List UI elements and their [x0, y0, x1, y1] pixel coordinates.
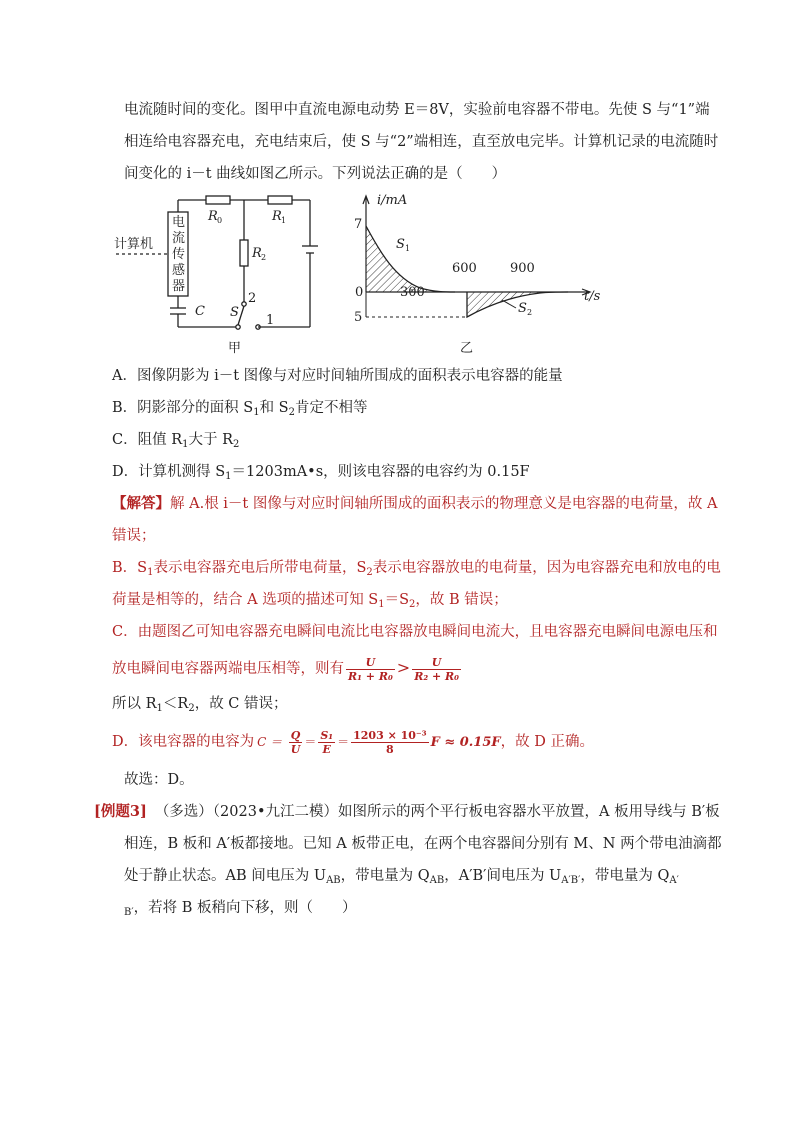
answer-d-line: D．该电容器的电容为 C ＝ $\frac{Q}{U}$ ＝ $\frac{\text{S₁}}{E}$ ＝ $\frac{\text{1203 × 10⁻³}}{8}$ F ≈ 0.15F，故 D 正确。: [112, 728, 594, 756]
sensor-char-2: 流: [172, 231, 186, 246]
x-axis-label: t/s: [584, 289, 601, 304]
tick-x-900: 900: [510, 261, 535, 276]
y-axis-label: i/mA: [377, 193, 408, 208]
sensor-char-3: 传: [172, 247, 186, 262]
answer-a-line-2: 错误；: [112, 528, 156, 544]
answer-b-line-1: B．$S_1$表示电容器充电后所带电荷量，$S_2$表示电容器放电的电荷量，因为电容器充电和放电的电: [112, 560, 721, 578]
option-d: D．计算机测得 $S_1=1203mA•s$，则该电容器的电容约为 0.15F: [112, 464, 530, 482]
r1-label: R: [272, 209, 282, 224]
answer-b-line-2: 荷量是相等的，结合 A 选项的描述可知 $S_1=S_2$，故 B 错误；: [112, 592, 508, 610]
figure-jia-caption: 甲: [228, 341, 242, 356]
capacitor-label: C: [195, 304, 205, 319]
s2-label: S: [518, 301, 527, 316]
example-3-line-2: 相连，B 板和 A′板都接地。已知 A 板带正电，在两个电容器间分别有 M、N 两个带电油滴都: [124, 836, 722, 852]
sensor-char-1: 电: [172, 215, 186, 230]
answer-a-line-1: 【解答】解 A.根 i－t 图像与对应时间轴所围成的面积表示的物理意义是电容器的电荷量，故 A: [112, 495, 718, 512]
fraction-value: $\frac{\text{1203 × 10⁻³}}{8}$: [353, 728, 427, 756]
resistor-r0: [206, 196, 230, 204]
option-b: B．阴影部分的面积 $S_1$和 $S_2$肯定不相等: [112, 400, 368, 418]
tick-y-7: 7: [354, 217, 363, 232]
fraction-u-over-r2-r0: $\frac{U}{\text{R₂ + R₀}}$: [414, 655, 459, 683]
current-time-graph: [350, 190, 620, 358]
tick-x-300: 300: [400, 285, 425, 300]
tick-y-5: 5: [354, 310, 363, 325]
computer-label: 计算机: [114, 237, 154, 252]
example-3-line-1: [例题3] （多选）（2023•九江二模）如图所示的两个平行板电容器水平放置，A 板用导线与 B′板: [94, 803, 720, 820]
r0-sub: 0: [217, 216, 223, 225]
answer-c-line-3: 所以 $R_1<R_2$，故 C 错误；: [112, 696, 288, 714]
final-answer: 故选：D。: [124, 772, 194, 788]
r2-label: R: [252, 246, 262, 261]
s1-sub: 1: [405, 244, 411, 253]
r1-sub: 1: [281, 216, 287, 225]
example-3-line-4: $_{B'}$，若将 B 板稍向下移，则（ ）: [124, 900, 357, 918]
intro-line-3: 间变化的 i－t 曲线如图乙所示。下列说法正确的是（ ）: [124, 166, 507, 182]
switch-pos-1: 1: [266, 313, 275, 328]
answer-c-line-1: C．由题图乙可知电容器充电瞬间电流比电容器放电瞬间电流大，且电容器充电瞬间电源电压和: [112, 624, 718, 640]
fraction-q-over-u: $\frac{Q}{U}$: [290, 728, 301, 756]
intro-line-1: 电流随时间的变化。图甲中直流电源电动势 E＝8V，实验前电容器不带电。先使 S 与“1”端: [124, 102, 710, 118]
switch-label: S: [230, 305, 239, 320]
resistor-r1: [268, 196, 292, 204]
intro-line-2: 相连给电容器充电，充电结束后，使 S 与“2”端相连，直至放电完毕。计算机记录的电流随时: [124, 134, 719, 150]
r0-label: R: [208, 209, 218, 224]
figure-yi-caption: 乙: [460, 341, 474, 356]
sensor-char-5: 器: [172, 279, 186, 294]
answer-c-line-2: 放电瞬间电容器两端电压相等，则有 $\frac{U}{\text{R₁ + R₀}}$ > $\frac{U}{\text{R₂ + R₀}}$: [112, 655, 459, 683]
s2-sub: 2: [527, 308, 533, 317]
option-a: A．图像阴影为 i－t 图像与对应时间轴所围成的面积表示电容器的能量: [112, 368, 563, 384]
origin-label: 0: [355, 285, 364, 300]
switch-pos-2: 2: [248, 291, 257, 306]
tick-x-600: 600: [452, 261, 477, 276]
circuit-diagram: [110, 190, 330, 358]
example-3-line-3: 处于静止状态。AB 间电压为 $U_{AB}$，带电量为 $Q_{AB}$，A′B′间电压为 $U_{A'B'}$，带电量为 $Q_{A'}$: [124, 868, 679, 886]
resistor-r2: [240, 240, 248, 266]
s1-label: S: [396, 237, 405, 252]
option-c: C．阻值 $R_1$大于 $R_2$: [112, 432, 240, 450]
fraction-s1-over-e: $\frac{\text{S₁}}{E}$: [320, 728, 334, 756]
fraction-u-over-r1-r0: $\frac{U}{\text{R₁ + R₀}}$: [348, 655, 393, 683]
sensor-char-4: 感: [172, 263, 186, 278]
r2-sub: 2: [261, 253, 267, 262]
area-s1: [366, 226, 455, 292]
